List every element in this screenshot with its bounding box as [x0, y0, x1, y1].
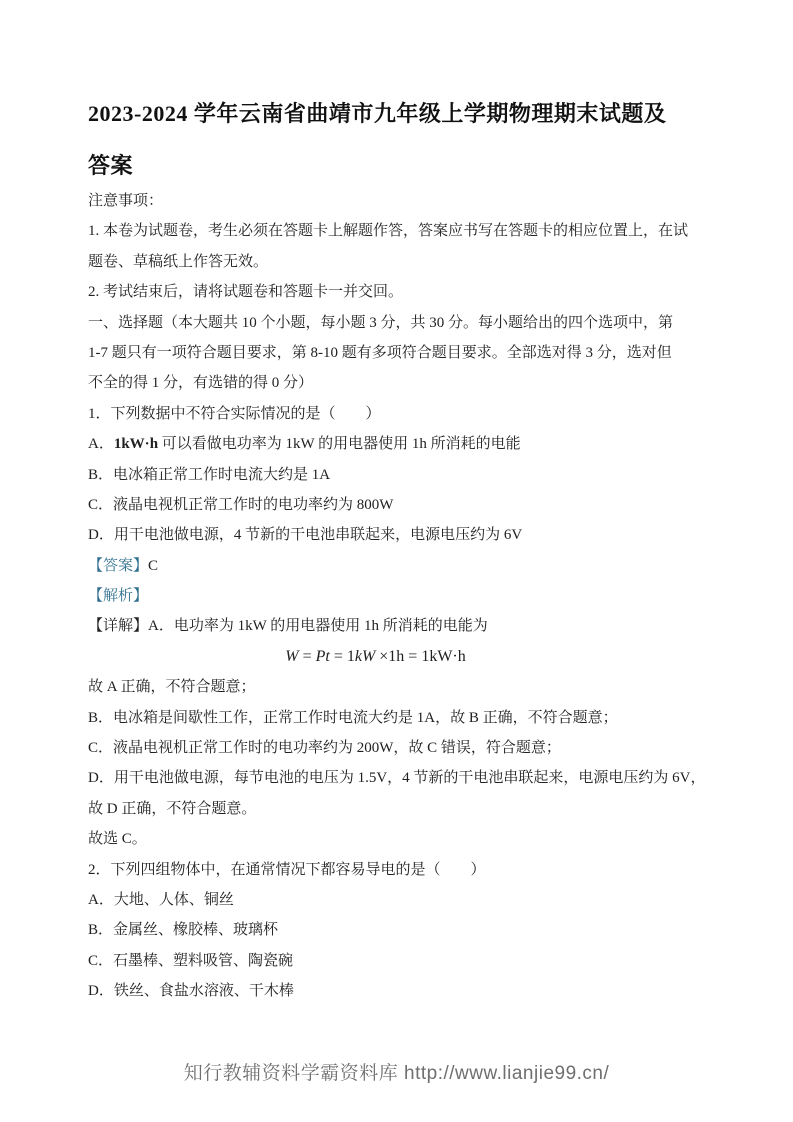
document-title: [0, 0, 793, 192]
notice-line: 2. 考试结束后，请将试题卷和答题卡一并交回。: [88, 284, 404, 301]
notice-line: 1. 本卷为试题卷，考生必须在答题卡上解题作答，答案应书写在答题卡的相应位置上，在试: [88, 223, 689, 240]
explanation-line: B．电冰箱是间歇性工作，正常工作时电流大约是 1A，故 B 正确，不符合题意；: [88, 709, 618, 726]
question-line: 1．下列数据中不符合实际情况的是（ ）: [88, 405, 381, 422]
document-title-line2: 答案: [88, 153, 134, 178]
document-title-line1: 2023-2024 学年云南省曲靖市九年级上学期物理期末试题及: [88, 101, 667, 126]
option-line: C．石墨棒、塑料吸管、陶瓷碗: [88, 952, 294, 969]
option-line: D．铁丝、食盐水溶液、干木棒: [88, 983, 294, 1000]
text-segment: 1kW·h: [113, 436, 159, 453]
notice-line: 题卷、草稿纸上作答无效。: [88, 253, 269, 270]
footer-watermark-text: 知行教辅资料学霸资料库 http://www.lianjie99.cn/: [183, 1063, 610, 1084]
text-segment: Pt: [315, 647, 330, 665]
explanation-line: 故选 C。: [88, 831, 147, 848]
section-intro-line: 1-7 题只有一项符合题目要求，第 8-10 题有多项符合题目要求。全部选对得 3 分，选对但: [88, 344, 672, 361]
analysis-label: 【解析】: [88, 588, 149, 605]
document-body: [0, 186, 793, 1007]
text-segment: = 1: [329, 647, 355, 665]
formula-line: [88, 642, 723, 672]
option-line: D．用干电池做电源，4 节新的干电池串联起来，电源电压约为 6V: [88, 527, 523, 544]
text-segment: kW: [354, 647, 376, 665]
explanation-line: 故 D 正确，不符合题意。: [88, 800, 257, 817]
text-segment: 可以看做电功率为 1kW 的用电器使用 1h 所消耗的电能: [158, 436, 521, 453]
explanation-line: 【详解】A．电功率为 1kW 的用电器使用 1h 所消耗的电能为: [88, 618, 488, 635]
text-segment: =: [298, 647, 316, 665]
footer-watermark: [0, 1058, 793, 1085]
explanation-line: D．用干电池做电源，每节电池的电压为 1.5V，4 节新的干电池串联起来，电源电压约为 6V，: [88, 770, 706, 787]
section-intro-line: 不全的得 1 分，有选错的得 0 分）: [88, 375, 314, 392]
answer-label: 【答案】: [88, 557, 149, 574]
analysis-line: [88, 581, 723, 611]
question-line: 2．下列四组物体中，在通常情况下都容易导电的是（ ）: [88, 861, 486, 878]
explanation-line: C．液晶电视机正常工作时的电功率约为 200W，故 C 错误，符合题意；: [88, 740, 561, 757]
option-line: B．金属丝、橡胶棒、玻璃杯: [88, 922, 279, 939]
text-segment: ×1h = 1kW·h: [375, 647, 466, 665]
option-line: [88, 429, 723, 459]
notice-heading: 注意事项：: [88, 193, 164, 209]
text-segment: A．: [88, 436, 114, 453]
option-line: C．液晶电视机正常工作时的电功率约为 800W: [88, 496, 394, 513]
text-segment: W: [285, 647, 299, 665]
explanation-line: 故 A 正确，不符合题意；: [88, 679, 256, 696]
option-line: B．电冰箱正常工作时电流大约是 1A: [88, 466, 331, 483]
section-intro-line: 一、选择题（本大题共 10 个小题，每小题 3 分，共 30 分。每小题给出的四个选项中，第: [88, 314, 674, 331]
option-line: A．大地、人体、铜丝: [88, 891, 234, 908]
answer-line: 【答案】C: [88, 557, 159, 574]
